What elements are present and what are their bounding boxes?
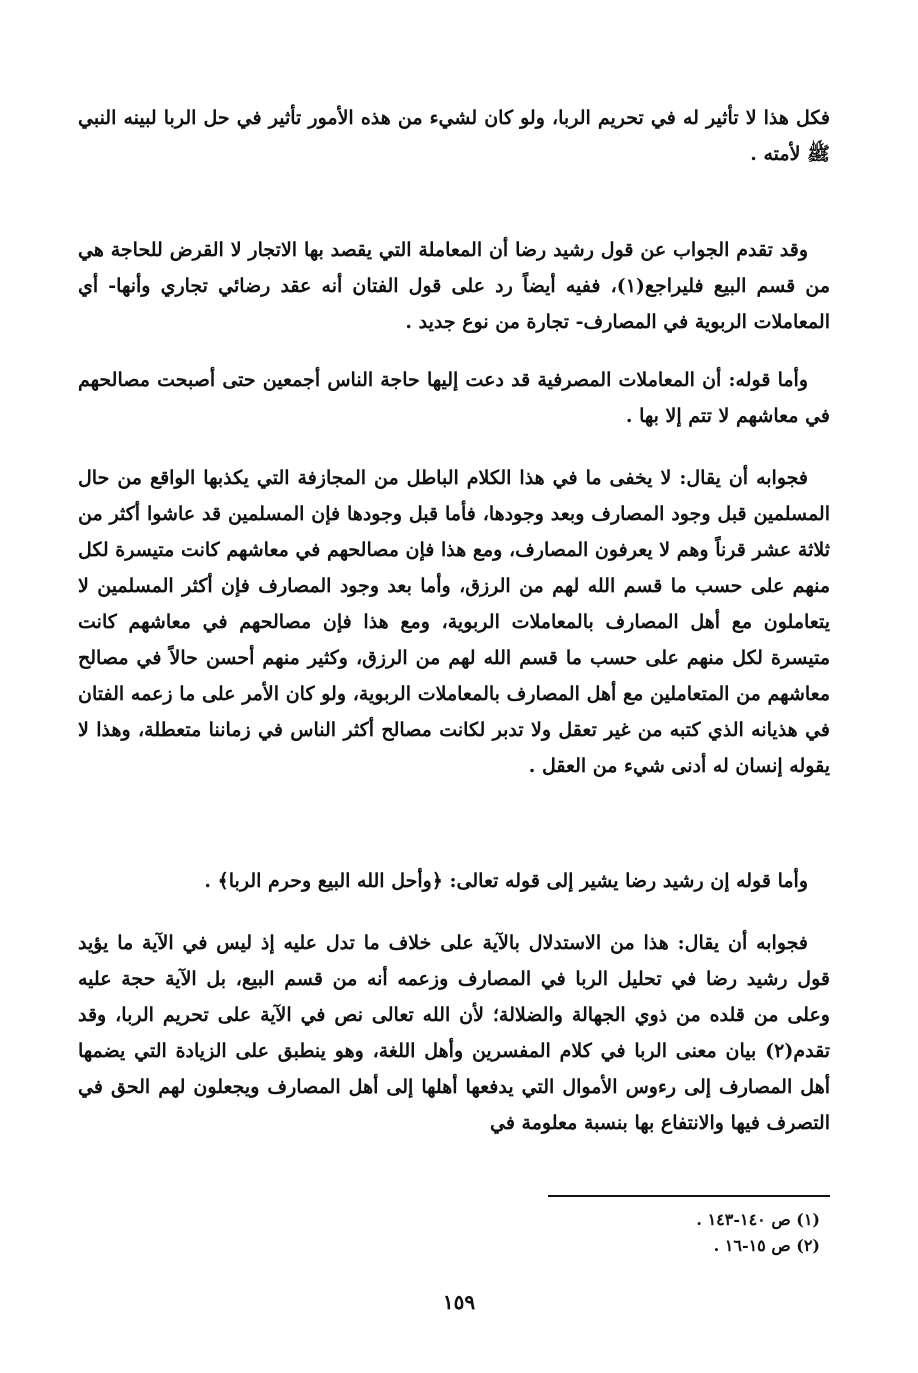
paragraph-text: وقد تقدم الجواب عن قول رشيد رضا أن المعاملة التي يقصد بها الاتجار لا القرض للحاجة هي من قسم البيع فليراجع(١)، ففيه أيضاً رد على قول الفتان أنه عقد رضائي تجاري وأنها- أي المعاملات الربوية في المصارف- تجارة من نوع جديد .	[78, 239, 830, 333]
paragraph-2	[78, 232, 830, 340]
footnote-divider	[548, 1195, 830, 1197]
paragraph-text: وأما قوله إن رشيد رضا يشير إلى قوله تعالى: ﴿وأحل الله البيع وحرم الربا﴾ .	[204, 870, 808, 892]
paragraph-4	[78, 460, 830, 784]
paragraph-text: فجوابه أن يقال: هذا من الاستدلال بالآية على خلاف ما تدل عليه إذ ليس في الآية ما يؤيد قول رشيد رضا في تحليل الربا في المصارف وزعمه أنه من قسم البيع، بل الآية حجة عليه وعلى من قلده من ذوي الجهالة والضلالة؛ لأن الله تعالى نص في الآية على تحريم الربا، وقد تقدم(٢) بيان معنى الربا في كلام المفسرين وأهل اللغة، وهو ينطبق على الزيادة التي يضمها أهل المصارف إلى رءوس الأموال التي يدفعها أهلها إلى أهل المصارف ويجعلون لهم الحق في التصرف فيها والانتفاع بها بنسبة معلومة في	[78, 932, 830, 1134]
paragraph-5	[78, 863, 830, 899]
footnotes	[420, 1207, 820, 1259]
footnote-2: (٢) ص ١٥-١٦ .	[713, 1236, 820, 1255]
paragraph-text: وأما قوله: أن المعاملات المصرفية قد دعت إليها حاجة الناس أجمعين حتى أصبحت مصالحهم في معاشهم لا تتم إلا بها .	[78, 369, 830, 427]
page-number: ١٥٩	[442, 1290, 476, 1314]
paragraph-6	[78, 925, 830, 1141]
paragraph-text: فكل هذا لا تأثير له في تحريم الربا، ولو كان لشيء من هذه الأمور تأثير في حل الربا لبينه النبي ﷺ لأمته .	[78, 107, 830, 165]
paragraph-3	[78, 362, 830, 434]
paragraph-text: فجوابه أن يقال: لا يخفى ما في هذا الكلام الباطل من المجازفة التي يكذبها الواقع من حال المسلمين قبل وجود المصارف وبعد وجودها، فأما قبل وجودها فإن المسلمين قد عاشوا أكثر من ثلاثة عشر قرناً وهم لا يعرفون المصارف، ومع هذا فإن مصالحهم في معاشهم كانت متيسرة لكل منهم على حسب ما قسم الله لهم من الرزق، وأما بعد وجود المصارف فإن أكثر المسلمين لا يتعاملون مع أهل المصارف بالمعاملات الربوية، ومع هذا فإن مصالحهم في معاشهم كانت متيسرة لكل منهم على حسب ما قسم الله لهم من الرزق، وكثير منهم أحسن حالاً في مصالح معاشهم من المتعاملين مع أهل المصارف بالمعاملات الربوية، ولو كان الأمر على ما زعمه الفتان في هذيانه الذي كتبه من غير تعقل ولا تدبر لكانت مصالح أكثر الناس في زماننا متعطلة، وهذا لا يقوله إنسان له أدنى شيء من العقل .	[78, 467, 830, 777]
footnote-1: (١) ص ١٤٠-١٤٣ .	[696, 1210, 820, 1229]
paragraph-1	[78, 100, 830, 172]
